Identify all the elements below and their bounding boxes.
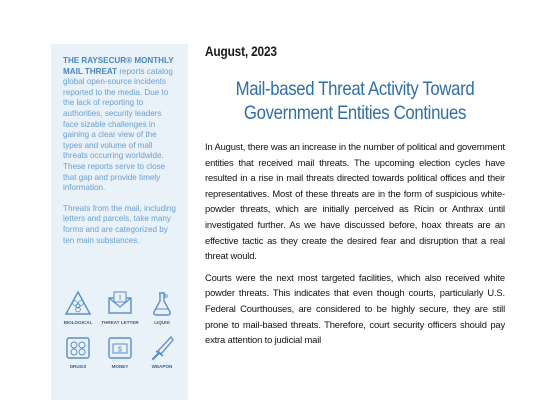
icon-label: THREAT LETTER (101, 320, 139, 325)
sidebar-lead: THE RAYSECUR® MONTHLY MAIL THREAT (63, 56, 174, 76)
article-title: Mail-based Threat Activity Toward Government Entities Continues (235, 78, 475, 124)
weapon-icon (148, 334, 176, 362)
icon-cell-biological (57, 290, 99, 326)
article-paragraph: In August, there was an increase in the number of political and government entities that received mail threats. The upcoming election cycles have resulted in a rise in mail threats directed towards political offices and their representatives. Most of these threats are in the form of suspicious white-powder threats, which are initially perceived as Ricin or Anthrax until investigated further. As we have discussed before, hoax threats are an effective tactic as they create the desired fear and disruption that a real threat would. (205, 141, 505, 262)
threat-letter-icon (106, 290, 134, 318)
svg-text:!: ! (118, 295, 122, 302)
article-paragraph: Courts were the next most targeted facilities, which also received white powder threats. This indicates that even though courts, particularly U.S. Federal Courthouses, are considered to be highly secure, they are still prone to mail-based threats. Therefore, court security officers should pay extra attention to judicial mail (205, 271, 505, 346)
liquid-icon (148, 290, 176, 318)
report-date: August, 2023 (205, 44, 277, 59)
icon-cell-money (99, 334, 141, 370)
sidebar-panel (51, 44, 188, 400)
icon-label: MONEY (111, 363, 129, 369)
sidebar-categories-text: Threats from the mail, including letters and parcels, take many forms and are categorized by ten main substances. (63, 203, 176, 245)
icon-cell-weapon (141, 334, 183, 370)
article-body (205, 139, 505, 348)
icon-label: WEAPON (151, 363, 173, 369)
icon-cell-drugs (57, 334, 99, 370)
icon-label: LIQUID (154, 320, 170, 325)
svg-text:$: $ (118, 346, 122, 353)
icon-cell-threat-letter (99, 290, 141, 326)
sidebar-intro-text: reports catalog global open-source incidents reported to the media. Due to the lack of reporting to authorities, security leaders face sizable challenges in gaining a clear view of the types and volume of mall threats occurring worldwide. These reports serve to close that gap and provide timely information. (63, 66, 173, 193)
drugs-icon (64, 334, 92, 362)
icon-cell-liquid (141, 290, 183, 326)
biological-icon (64, 290, 92, 318)
money-icon (106, 334, 134, 362)
main-content (205, 44, 505, 354)
icon-label: DRUGS (69, 363, 87, 369)
threat-icon-grid (57, 290, 183, 369)
sidebar-intro (63, 56, 178, 194)
icon-label: BIOLOGICAL (63, 320, 93, 325)
